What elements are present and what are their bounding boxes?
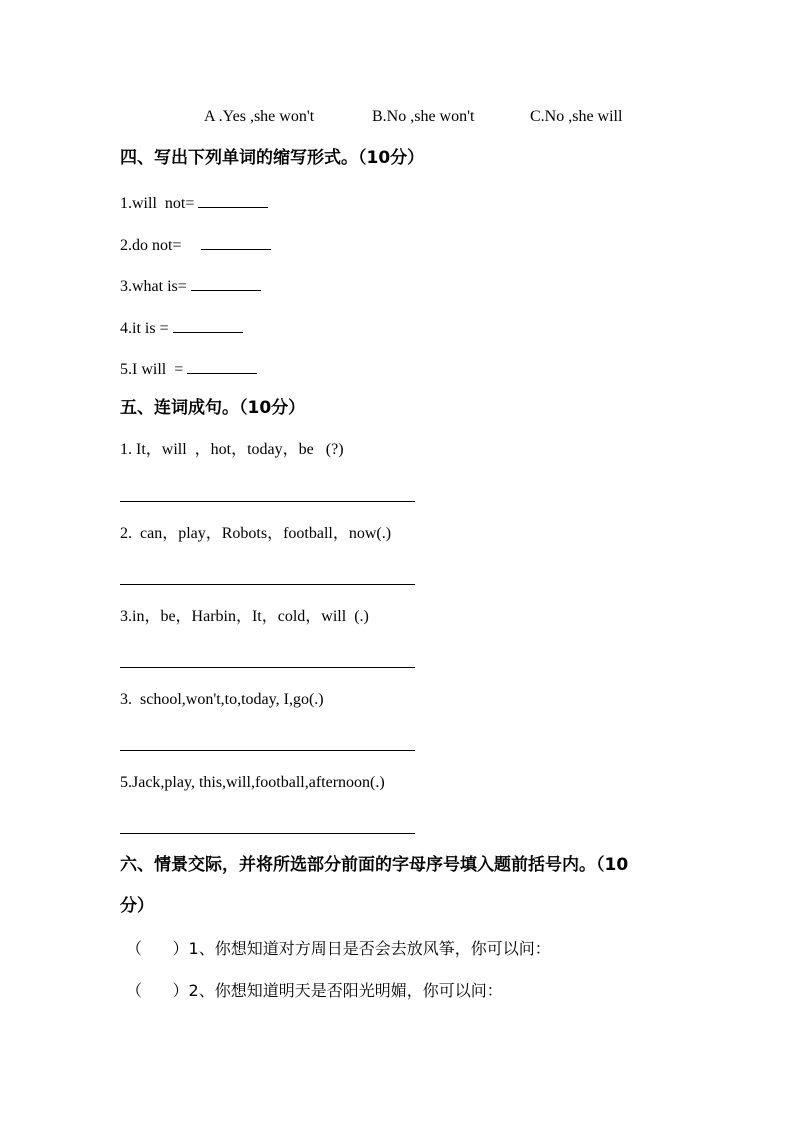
sentence-item-2: 2. can，play，Robots，football，now(.) xyxy=(120,525,392,542)
section4-heading: 四、写出下列单词的缩写形式。（10分） xyxy=(120,148,425,168)
answer-blank[interactable] xyxy=(173,318,243,333)
section6-heading-line2: 分） xyxy=(120,896,154,916)
answer-line-3[interactable] xyxy=(120,667,415,668)
answer-line-2[interactable] xyxy=(120,584,415,585)
sentence-item-4: 3. school,won't,to,today, I,go(.) xyxy=(120,691,324,708)
option-c: C.No ,she will xyxy=(530,108,623,125)
item-text: 5.I will = xyxy=(120,361,184,378)
answer-line-1[interactable] xyxy=(120,501,415,502)
dialogue-item-1 xyxy=(126,941,551,957)
sentence-item-5: 5.Jack,play, this,will,football,afternoon(.) xyxy=(120,774,385,791)
sentence-item-3: 3.in，be，Harbin，It，cold，will (.) xyxy=(120,608,369,625)
answer-blank[interactable] xyxy=(187,359,257,374)
dialogue-text: 2、你想知道明天是否阳光明媚，你可以问： xyxy=(188,981,503,1000)
item-text: 2.do not= xyxy=(120,237,182,254)
contraction-item-2 xyxy=(120,235,271,254)
item-text: 1.will not= xyxy=(120,195,195,212)
section5-heading: 五、连词成句。（10分） xyxy=(120,398,306,418)
section6-heading-line1: 六、情景交际，并将所选部分前面的字母序号填入题前括号内。（10 xyxy=(120,855,629,875)
contraction-item-1 xyxy=(120,193,268,212)
contraction-item-3 xyxy=(120,276,261,295)
sentence-item-1: 1. It，will ，hot，today，be (?) xyxy=(120,441,344,458)
answer-line-4[interactable] xyxy=(120,750,415,751)
dialogue-text: 1、你想知道对方周日是否会去放风筝，你可以问： xyxy=(188,939,551,958)
option-b: B.No ,she won't xyxy=(372,108,475,125)
dialogue-item-2 xyxy=(126,983,503,999)
answer-blank[interactable] xyxy=(191,276,261,291)
answer-bracket[interactable]: （ ） xyxy=(126,939,189,958)
answer-bracket[interactable]: （ ） xyxy=(126,981,189,1000)
contraction-item-5 xyxy=(120,359,257,378)
contraction-item-4 xyxy=(120,318,243,337)
answer-blank[interactable] xyxy=(198,193,268,208)
answer-blank[interactable] xyxy=(201,235,271,250)
item-text: 4.it is = xyxy=(120,320,169,337)
item-text: 3.what is= xyxy=(120,278,187,295)
answer-line-5[interactable] xyxy=(120,833,415,834)
option-a: A .Yes ,she won't xyxy=(204,108,315,125)
